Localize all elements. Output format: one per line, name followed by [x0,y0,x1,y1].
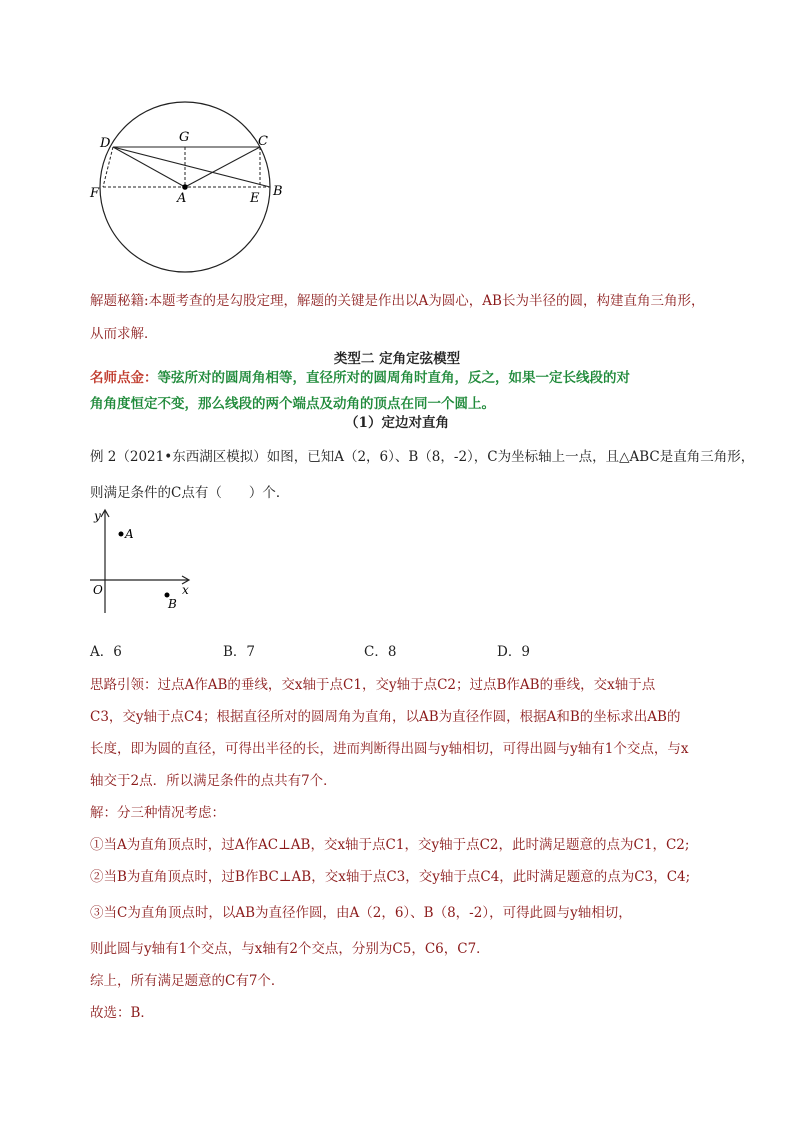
hint-line-2: C3，交y轴于点C4；根据直径所对的圆周角为直角，以AB为直径作圆，根据A和B的坐标求出AB的 [90,709,681,725]
hint-line-4: 轴交于2点．所以满足条件的点共有7个． [90,773,337,789]
example-line-1: 例 2（2021•东西湖区模拟）如图，已知A（2，6）、B（8，-2），C为坐标轴上一点，且△ABC是直角三角形， [90,449,755,465]
gold-line-1 [90,369,630,387]
solution-answer: 故选：B． [90,1005,154,1021]
solution-case-1: ①当A为直角顶点时，过A作AC⊥AB，交x轴于点C1，交y轴于点C2，此时满足题意的点为C1，C2; [90,837,690,853]
label-y: y [94,509,101,523]
solution-summary: 综上，所有满足题意的C有7个． [90,973,285,989]
label-b: B [273,184,283,199]
segment-df [103,147,113,187]
hint-line-1: 思路引领：过点A作AB的垂线，交x轴于点C1，交y轴于点C2；过点B作AB的垂线，交x轴于点 [90,677,656,693]
segment-da [113,147,185,187]
option-a: A．6 [90,644,122,660]
label-o: O [93,583,103,597]
solution-case-3b: 则此圆与y轴有1个交点，与x轴有2个交点，分别为C5，C6，C7． [90,941,490,957]
tip-line-1 [90,292,704,310]
tip-text: 本题考查的是勾股定理，解题的关键是作出以A为圆心，AB长为半径的圆，构建直角三角形， [148,293,705,309]
label-a: A [177,191,187,206]
label-d: D [100,136,111,151]
solution-case-2: ②当B为直角顶点时，过B作BC⊥AB，交x轴于点C3，交y轴于点C4，此时满足题意的点为C3，C4; [90,869,691,885]
solution-intro: 解：分三种情况考虑： [90,805,225,821]
example-line-2: 则满足条件的C点有（ ）个． [90,485,290,501]
label-e: E [250,191,260,206]
label-g: G [179,130,190,145]
label-c: C [258,134,268,149]
label-point-a: A [125,527,134,541]
segment-ac [185,147,260,187]
tip-line-2: 从而求解． [90,326,158,342]
gold-label: 名师点金： [90,370,158,386]
center-point [182,184,188,190]
gold-text: 等弦所对的圆周角相等，直径所对的圆周角时直角，反之，如果一定长线段的对 [157,370,630,386]
option-c: C．8 [364,644,397,660]
coordinate-figure [85,505,205,615]
option-b: B．7 [223,644,256,660]
circle-figure [80,100,300,280]
label-x: x [182,583,189,597]
segment-db [113,147,270,187]
section-title: 类型二 定角定弦模型 [333,351,461,367]
hint-line-3: 长度，即为圆的直径，可得出半径的长，进而判断得出圆与y轴相切，可得出圆与y轴有1个交点，与x [90,741,689,757]
subtitle: （1）定边对直角 [345,415,449,431]
solution-case-3: ③当C为直角顶点时，以AB为直径作圆，由A（2，6）、B（8，-2），可得此圆与y轴相切， [90,905,632,921]
gold-line-2: 角角度恒定不变，那么线段的两个端点及动角的顶点在同一个圆上。 [90,396,495,412]
point-a [119,532,124,537]
label-point-b: B [168,597,177,611]
tip-label: 解题秘籍: [90,293,149,309]
option-d: D．9 [497,644,530,660]
label-f: F [90,186,100,201]
